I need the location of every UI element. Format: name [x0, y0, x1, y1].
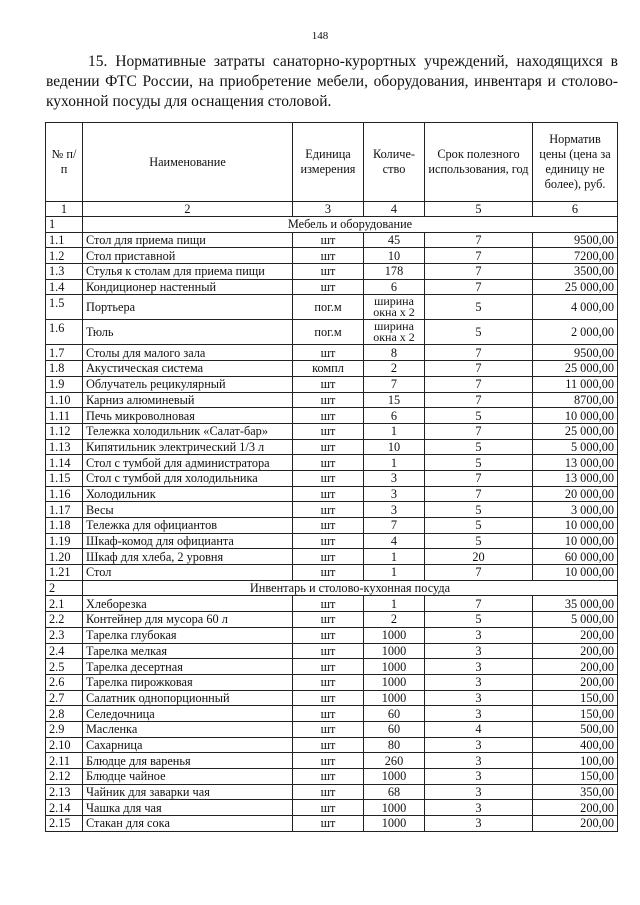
- cell-life: 3: [425, 753, 533, 769]
- cell-price: 35 000,00: [533, 596, 618, 612]
- cell-life: 3: [425, 643, 533, 659]
- cell-life: 7: [425, 596, 533, 612]
- cell-name: Печь микроволновая: [83, 408, 293, 424]
- cell-name: Хлеборезка: [83, 596, 293, 612]
- cell-life: 7: [425, 565, 533, 581]
- cell-qty: 6: [364, 279, 425, 295]
- table-row: [46, 264, 618, 280]
- column-number: 3: [293, 202, 364, 217]
- cell-price: 25 000,00: [533, 279, 618, 295]
- cell-qty: 260: [364, 753, 425, 769]
- cell-name: Тарелка мелкая: [83, 643, 293, 659]
- cell-life: 7: [425, 248, 533, 264]
- cell-life: 3: [425, 627, 533, 643]
- cell-unit: шт: [293, 423, 364, 439]
- cell-life: 3: [425, 674, 533, 690]
- cell-name: Столы для малого зала: [83, 345, 293, 361]
- cell-unit: шт: [293, 784, 364, 800]
- header-life: Срок полезного использования, год: [425, 123, 533, 202]
- cell-name: Блюдце для варенья: [83, 753, 293, 769]
- table-row: [46, 769, 618, 785]
- cell-unit: шт: [293, 248, 364, 264]
- cell-life: 5: [425, 533, 533, 549]
- cell-life: 3: [425, 706, 533, 722]
- table-row: [46, 439, 618, 455]
- column-number: 5: [425, 202, 533, 217]
- cell-unit: шт: [293, 279, 364, 295]
- cell-price: 200,00: [533, 816, 618, 832]
- cell-price: 200,00: [533, 800, 618, 816]
- cell-name: Стулья к столам для приема пищи: [83, 264, 293, 280]
- cell-qty: 1: [364, 423, 425, 439]
- cell-name: Стол: [83, 565, 293, 581]
- cell-life: 5: [425, 408, 533, 424]
- cell-life: 7: [425, 345, 533, 361]
- table-row: [46, 408, 618, 424]
- cell-life: 5: [425, 439, 533, 455]
- table-row: [46, 784, 618, 800]
- cell-name: Тарелка пирожковая: [83, 674, 293, 690]
- cell-qty: 2: [364, 612, 425, 628]
- table-row: [46, 690, 618, 706]
- cell-unit: шт: [293, 690, 364, 706]
- cell-price: 10 000,00: [533, 518, 618, 534]
- section-title: Инвентарь и столово-кухонная посуда: [83, 580, 618, 596]
- cell-life: 5: [425, 455, 533, 471]
- cell-num: 1.12: [46, 423, 83, 439]
- cell-qty: 1000: [364, 643, 425, 659]
- table-row: [46, 248, 618, 264]
- cell-num: 1.20: [46, 549, 83, 565]
- cell-unit: шт: [293, 643, 364, 659]
- cell-price: 10 000,00: [533, 565, 618, 581]
- cell-name: Акустическая система: [83, 361, 293, 377]
- cell-num: 2.14: [46, 800, 83, 816]
- cell-num: 2.1: [46, 596, 83, 612]
- section-intro-paragraph: [46, 52, 618, 112]
- cell-num: 1.9: [46, 376, 83, 392]
- cell-name: Весы: [83, 502, 293, 518]
- cell-qty: 1: [364, 565, 425, 581]
- cell-num: 1.14: [46, 455, 83, 471]
- cell-name: Карниз алюминевый: [83, 392, 293, 408]
- cell-name: Блюдце чайное: [83, 769, 293, 785]
- cell-qty: 4: [364, 533, 425, 549]
- column-number: 4: [364, 202, 425, 217]
- table-row: [46, 565, 618, 581]
- column-number: 6: [533, 202, 618, 217]
- cell-qty: 80: [364, 737, 425, 753]
- cell-qty: 3: [364, 470, 425, 486]
- cell-num: 2.4: [46, 643, 83, 659]
- intro-text: 15. Нормативные затраты санаторно-курортных учреждений, находящихся в ведении ФТС России, на приобретение мебели, оборудования, инвентаря и столово-кухонной посуды для оснащения столовой.: [46, 53, 618, 110]
- cell-num: 1.10: [46, 392, 83, 408]
- cell-name: Салатник однопорционный: [83, 690, 293, 706]
- cell-unit: шт: [293, 659, 364, 675]
- table-row: [46, 320, 618, 345]
- cell-name: Портьера: [83, 295, 293, 320]
- cell-price: 500,00: [533, 721, 618, 737]
- cell-name: Стол с тумбой для администратора: [83, 455, 293, 471]
- section-row: [46, 217, 618, 233]
- table-row: [46, 502, 618, 518]
- cell-qty: 1: [364, 596, 425, 612]
- cell-num: 1.6: [46, 320, 83, 345]
- cell-unit: шт: [293, 518, 364, 534]
- cell-life: 5: [425, 518, 533, 534]
- cell-life: 7: [425, 486, 533, 502]
- cell-name: Облучатель рецикулярный: [83, 376, 293, 392]
- cell-life: 3: [425, 784, 533, 800]
- cell-price: 11 000,00: [533, 376, 618, 392]
- cell-unit: шт: [293, 264, 364, 280]
- cell-price: 3 000,00: [533, 502, 618, 518]
- cell-life: 7: [425, 392, 533, 408]
- cell-qty: 1000: [364, 659, 425, 675]
- cell-qty: 45: [364, 232, 425, 248]
- cell-unit: шт: [293, 706, 364, 722]
- cell-life: 4: [425, 721, 533, 737]
- cell-price: 400,00: [533, 737, 618, 753]
- cell-num: 1.19: [46, 533, 83, 549]
- cell-num: 1.13: [46, 439, 83, 455]
- cell-unit: шт: [293, 816, 364, 832]
- cell-num: 1.1: [46, 232, 83, 248]
- cell-num: 1.17: [46, 502, 83, 518]
- cell-price: 4 000,00: [533, 295, 618, 320]
- cell-name: Стол приставной: [83, 248, 293, 264]
- cell-life: 3: [425, 800, 533, 816]
- table-row: [46, 486, 618, 502]
- cell-name: Чайник для заварки чая: [83, 784, 293, 800]
- cell-life: 7: [425, 423, 533, 439]
- cell-price: 200,00: [533, 674, 618, 690]
- table-row: [46, 470, 618, 486]
- cell-price: 10 000,00: [533, 408, 618, 424]
- cell-name: Тарелка десертная: [83, 659, 293, 675]
- cell-qty: 15: [364, 392, 425, 408]
- cell-price: 9500,00: [533, 345, 618, 361]
- cell-unit: шт: [293, 470, 364, 486]
- header-num: № п/п: [46, 123, 83, 202]
- cell-price: 60 000,00: [533, 549, 618, 565]
- cell-num: 2.6: [46, 674, 83, 690]
- cell-qty: 1000: [364, 690, 425, 706]
- cell-name: Тележка для официантов: [83, 518, 293, 534]
- cell-num: 2.3: [46, 627, 83, 643]
- column-number: 1: [46, 202, 83, 217]
- cell-life: 3: [425, 737, 533, 753]
- cell-life: 5: [425, 612, 533, 628]
- cell-name: Сахарница: [83, 737, 293, 753]
- table-row: [46, 361, 618, 377]
- cell-qty: 3: [364, 502, 425, 518]
- cell-num: 1.5: [46, 295, 83, 320]
- table-row: [46, 674, 618, 690]
- section-row: [46, 580, 618, 596]
- cell-num: 1.7: [46, 345, 83, 361]
- cell-unit: шт: [293, 439, 364, 455]
- section-number: 2: [46, 580, 83, 596]
- cell-unit: шт: [293, 408, 364, 424]
- table-row: [46, 627, 618, 643]
- cell-num: 2.12: [46, 769, 83, 785]
- cell-num: 1.4: [46, 279, 83, 295]
- table-row: [46, 232, 618, 248]
- cell-unit: шт: [293, 612, 364, 628]
- cell-unit: компл: [293, 361, 364, 377]
- table-row: [46, 643, 618, 659]
- cell-life: 3: [425, 816, 533, 832]
- cell-qty: 1000: [364, 800, 425, 816]
- cell-name: Холодильник: [83, 486, 293, 502]
- cell-qty: 10: [364, 248, 425, 264]
- cell-qty: 60: [364, 721, 425, 737]
- table-row: [46, 549, 618, 565]
- cell-life: 3: [425, 690, 533, 706]
- cell-num: 2.13: [46, 784, 83, 800]
- cell-life: 5: [425, 502, 533, 518]
- cell-price: 7200,00: [533, 248, 618, 264]
- cell-price: 200,00: [533, 627, 618, 643]
- header-unit: Единица измерения: [293, 123, 364, 202]
- cell-unit: шт: [293, 565, 364, 581]
- table-row: [46, 659, 618, 675]
- cell-unit: шт: [293, 769, 364, 785]
- cell-price: 200,00: [533, 659, 618, 675]
- cell-name: Тележка холодильник «Салат-бар»: [83, 423, 293, 439]
- cell-price: 200,00: [533, 643, 618, 659]
- cell-name: Кондиционер настенный: [83, 279, 293, 295]
- table-row: [46, 816, 618, 832]
- cell-price: 10 000,00: [533, 533, 618, 549]
- cell-num: 2.9: [46, 721, 83, 737]
- cell-unit: шт: [293, 533, 364, 549]
- table-row: [46, 376, 618, 392]
- cell-name: Контейнер для мусора 60 л: [83, 612, 293, 628]
- cell-qty: ширина окна х 2: [364, 320, 425, 345]
- cell-price: 350,00: [533, 784, 618, 800]
- cell-unit: шт: [293, 549, 364, 565]
- cell-num: 2.2: [46, 612, 83, 628]
- cell-unit: шт: [293, 627, 364, 643]
- section-number: 1: [46, 217, 83, 233]
- table-row: [46, 596, 618, 612]
- cell-name: Кипятильник электрический 1/3 л: [83, 439, 293, 455]
- cell-life: 7: [425, 264, 533, 280]
- header-price: Норматив цены (цена за единицу не более), руб.: [533, 123, 618, 202]
- header-name: Наименование: [83, 123, 293, 202]
- cell-num: 1.16: [46, 486, 83, 502]
- cell-life: 7: [425, 361, 533, 377]
- section-title: Мебель и оборудование: [83, 217, 618, 233]
- table-body: [46, 217, 618, 832]
- cell-unit: пог.м: [293, 320, 364, 345]
- cell-price: 25 000,00: [533, 423, 618, 439]
- cell-num: 1.18: [46, 518, 83, 534]
- cell-num: 2.8: [46, 706, 83, 722]
- cell-unit: шт: [293, 737, 364, 753]
- column-numbers-row: [46, 202, 618, 217]
- cell-price: 13 000,00: [533, 470, 618, 486]
- cell-price: 100,00: [533, 753, 618, 769]
- cell-qty: 68: [364, 784, 425, 800]
- cell-price: 5 000,00: [533, 439, 618, 455]
- cell-qty: 1: [364, 455, 425, 471]
- table-row: [46, 753, 618, 769]
- table-row: [46, 706, 618, 722]
- cell-qty: 7: [364, 518, 425, 534]
- cell-life: 7: [425, 279, 533, 295]
- table-header-row: [46, 123, 618, 202]
- cell-life: 7: [425, 232, 533, 248]
- cell-qty: 2: [364, 361, 425, 377]
- cell-unit: шт: [293, 596, 364, 612]
- table-row: [46, 518, 618, 534]
- cell-price: 13 000,00: [533, 455, 618, 471]
- cell-price: 25 000,00: [533, 361, 618, 377]
- table-row: [46, 533, 618, 549]
- cell-num: 1.3: [46, 264, 83, 280]
- cell-name: Селедочница: [83, 706, 293, 722]
- cell-name: Тарелка глубокая: [83, 627, 293, 643]
- cell-name: Шкаф-комод для официанта: [83, 533, 293, 549]
- cell-price: 9500,00: [533, 232, 618, 248]
- table-row: [46, 721, 618, 737]
- cell-unit: шт: [293, 455, 364, 471]
- cell-unit: шт: [293, 502, 364, 518]
- cell-qty: 1000: [364, 674, 425, 690]
- cell-price: 2 000,00: [533, 320, 618, 345]
- cell-unit: шт: [293, 376, 364, 392]
- table-row: [46, 345, 618, 361]
- table-row: [46, 737, 618, 753]
- cell-num: 1.2: [46, 248, 83, 264]
- cell-price: 150,00: [533, 769, 618, 785]
- cell-qty: 6: [364, 408, 425, 424]
- cell-life: 5: [425, 320, 533, 345]
- cell-unit: шт: [293, 800, 364, 816]
- table-row: [46, 392, 618, 408]
- cell-qty: ширина окна х 2: [364, 295, 425, 320]
- cell-life: 7: [425, 376, 533, 392]
- cell-qty: 3: [364, 486, 425, 502]
- table-row: [46, 800, 618, 816]
- norms-table: [45, 122, 618, 832]
- cell-life: 5: [425, 295, 533, 320]
- cell-name: Стол для приема пищи: [83, 232, 293, 248]
- cell-num: 2.11: [46, 753, 83, 769]
- cell-price: 3500,00: [533, 264, 618, 280]
- cell-price: 150,00: [533, 690, 618, 706]
- cell-num: 1.15: [46, 470, 83, 486]
- cell-unit: шт: [293, 721, 364, 737]
- cell-qty: 7: [364, 376, 425, 392]
- cell-price: 150,00: [533, 706, 618, 722]
- cell-life: 3: [425, 769, 533, 785]
- cell-unit: шт: [293, 753, 364, 769]
- cell-num: 2.15: [46, 816, 83, 832]
- cell-qty: 1000: [364, 816, 425, 832]
- cell-num: 1.8: [46, 361, 83, 377]
- cell-price: 20 000,00: [533, 486, 618, 502]
- cell-name: Масленка: [83, 721, 293, 737]
- cell-num: 2.10: [46, 737, 83, 753]
- cell-name: Стол с тумбой для холодильника: [83, 470, 293, 486]
- cell-num: 1.21: [46, 565, 83, 581]
- cell-qty: 1000: [364, 769, 425, 785]
- cell-qty: 10: [364, 439, 425, 455]
- cell-qty: 1: [364, 549, 425, 565]
- cell-name: Шкаф для хлеба, 2 уровня: [83, 549, 293, 565]
- table-row: [46, 612, 618, 628]
- cell-unit: шт: [293, 674, 364, 690]
- cell-qty: 60: [364, 706, 425, 722]
- cell-life: 20: [425, 549, 533, 565]
- cell-price: 8700,00: [533, 392, 618, 408]
- cell-num: 1.11: [46, 408, 83, 424]
- page-number: 148: [311, 30, 329, 42]
- table-row: [46, 295, 618, 320]
- cell-unit: шт: [293, 392, 364, 408]
- table-row: [46, 423, 618, 439]
- cell-name: Чашка для чая: [83, 800, 293, 816]
- cell-price: 5 000,00: [533, 612, 618, 628]
- cell-name: Тюль: [83, 320, 293, 345]
- cell-unit: шт: [293, 345, 364, 361]
- cell-life: 7: [425, 470, 533, 486]
- cell-unit: шт: [293, 486, 364, 502]
- cell-num: 2.5: [46, 659, 83, 675]
- table-row: [46, 455, 618, 471]
- cell-qty: 1000: [364, 627, 425, 643]
- cell-name: Стакан для сока: [83, 816, 293, 832]
- cell-unit: пог.м: [293, 295, 364, 320]
- column-number: 2: [83, 202, 293, 217]
- cell-num: 2.7: [46, 690, 83, 706]
- cell-unit: шт: [293, 232, 364, 248]
- cell-qty: 8: [364, 345, 425, 361]
- table-row: [46, 279, 618, 295]
- cell-life: 3: [425, 659, 533, 675]
- header-qty: Количе-ство: [364, 123, 425, 202]
- cell-qty: 178: [364, 264, 425, 280]
